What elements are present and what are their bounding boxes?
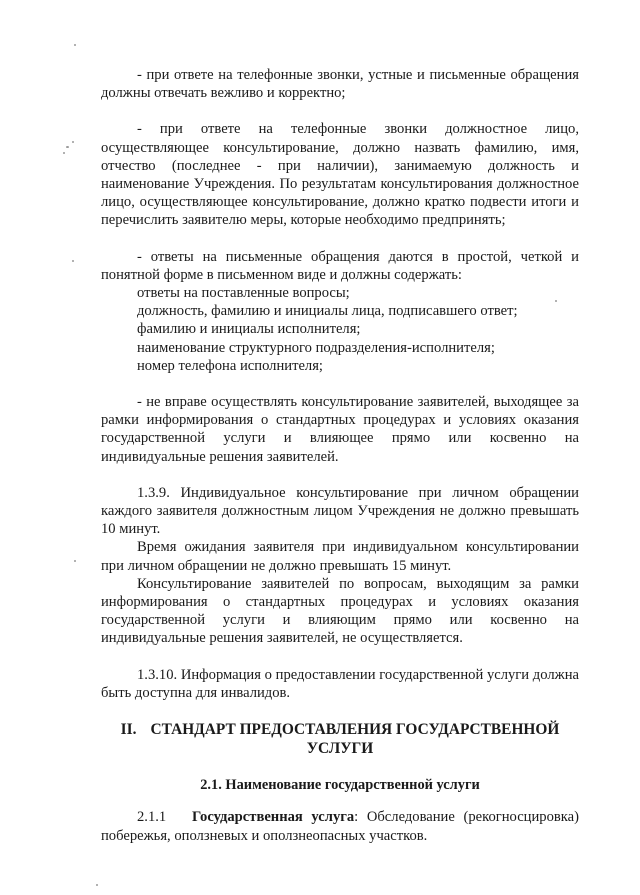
clause-number: 2.1.1 <box>137 809 167 826</box>
scan-speck <box>72 260 74 262</box>
list-item: ответы на поставленные вопросы; <box>137 285 350 302</box>
paragraph-no-consulting: - не вправе осуществлять консультирование заявителей, выходящее за рамки информирования о стандартных процедурах и условиях оказания государственной услуги и влияющее прямо или косвенно на индивидуальные решения заявителей. <box>101 394 579 465</box>
paragraph-consulting-limits: Консультирование заявителей по вопросам, выходящим за рамки информирования о стандартных процедурах и условиях оказания государственной услуги и влияющим прямо или косвенно на индивидуальные решения заявителей, не осуществляется. <box>101 575 579 647</box>
section-heading <box>101 720 579 758</box>
paragraph-1-3-10: 1.3.10. Информация о предоставлении государственной услуги должна быть доступна для инвалидов. <box>101 666 579 701</box>
clause-2-1-1 <box>101 808 579 844</box>
list-item: номер телефона исполнителя; <box>137 357 323 374</box>
paragraph-phone-intro: - при ответе на телефонные звонки должностное лицо, осуществляющее консультирование, должно назвать фамилию, имя, отчество (последнее - при наличии), занимаемую должность и наименование Учреждения. По результатам консультирования должностное лицо, осуществляющее консультирование, должно кратко подвести итоги и перечислить заявителю меры, которые необходимо предпринять; <box>101 121 579 229</box>
clause-term: Государственная услуга <box>192 809 355 826</box>
document-body <box>101 66 579 845</box>
section-number: II. <box>120 721 137 739</box>
list-item: фамилию и инициалы исполнителя; <box>137 321 361 338</box>
clause-text: : Обследование (рекогносцировка) побережья, оползневых и оползнеопасных участков. <box>101 809 579 844</box>
subsection-heading: 2.1. Наименование государственной услуги <box>200 777 480 794</box>
scan-speck <box>66 146 69 148</box>
scan-speck <box>63 152 65 154</box>
paragraph-written-answers: - ответы на письменные обращения даются в простой, четкой и понятной форме в письменном виде и должны содержать: <box>101 248 579 283</box>
paragraph-phone-replies: - при ответе на телефонные звонки, устные и письменные обращения должны отвечать вежливо и корректно; <box>101 67 579 102</box>
scan-speck <box>74 560 76 562</box>
scan-speck <box>74 44 76 46</box>
list-item: должность, фамилию и инициалы лица, подписавшего ответ; <box>137 303 518 320</box>
scan-speck <box>96 884 98 886</box>
written-answer-list <box>101 284 579 375</box>
paragraph-1-3-9: 1.3.9. Индивидуальное консультирование при личном обращении каждого заявителя должностным лицом Учреждения не должно превышать 10 минут. <box>101 484 579 538</box>
list-item: наименование структурного подразделения-исполнителя; <box>137 339 495 356</box>
section-title: СТАНДАРТ ПРЕДОСТАВЛЕНИЯ ГОСУДАРСТВЕННОЙ УСЛУГИ <box>150 721 560 758</box>
scan-speck <box>72 141 74 143</box>
paragraph-waiting-time: Время ожидания заявителя при индивидуальном консультировании при личном обращении не должно превышать 15 минут. <box>101 539 579 574</box>
